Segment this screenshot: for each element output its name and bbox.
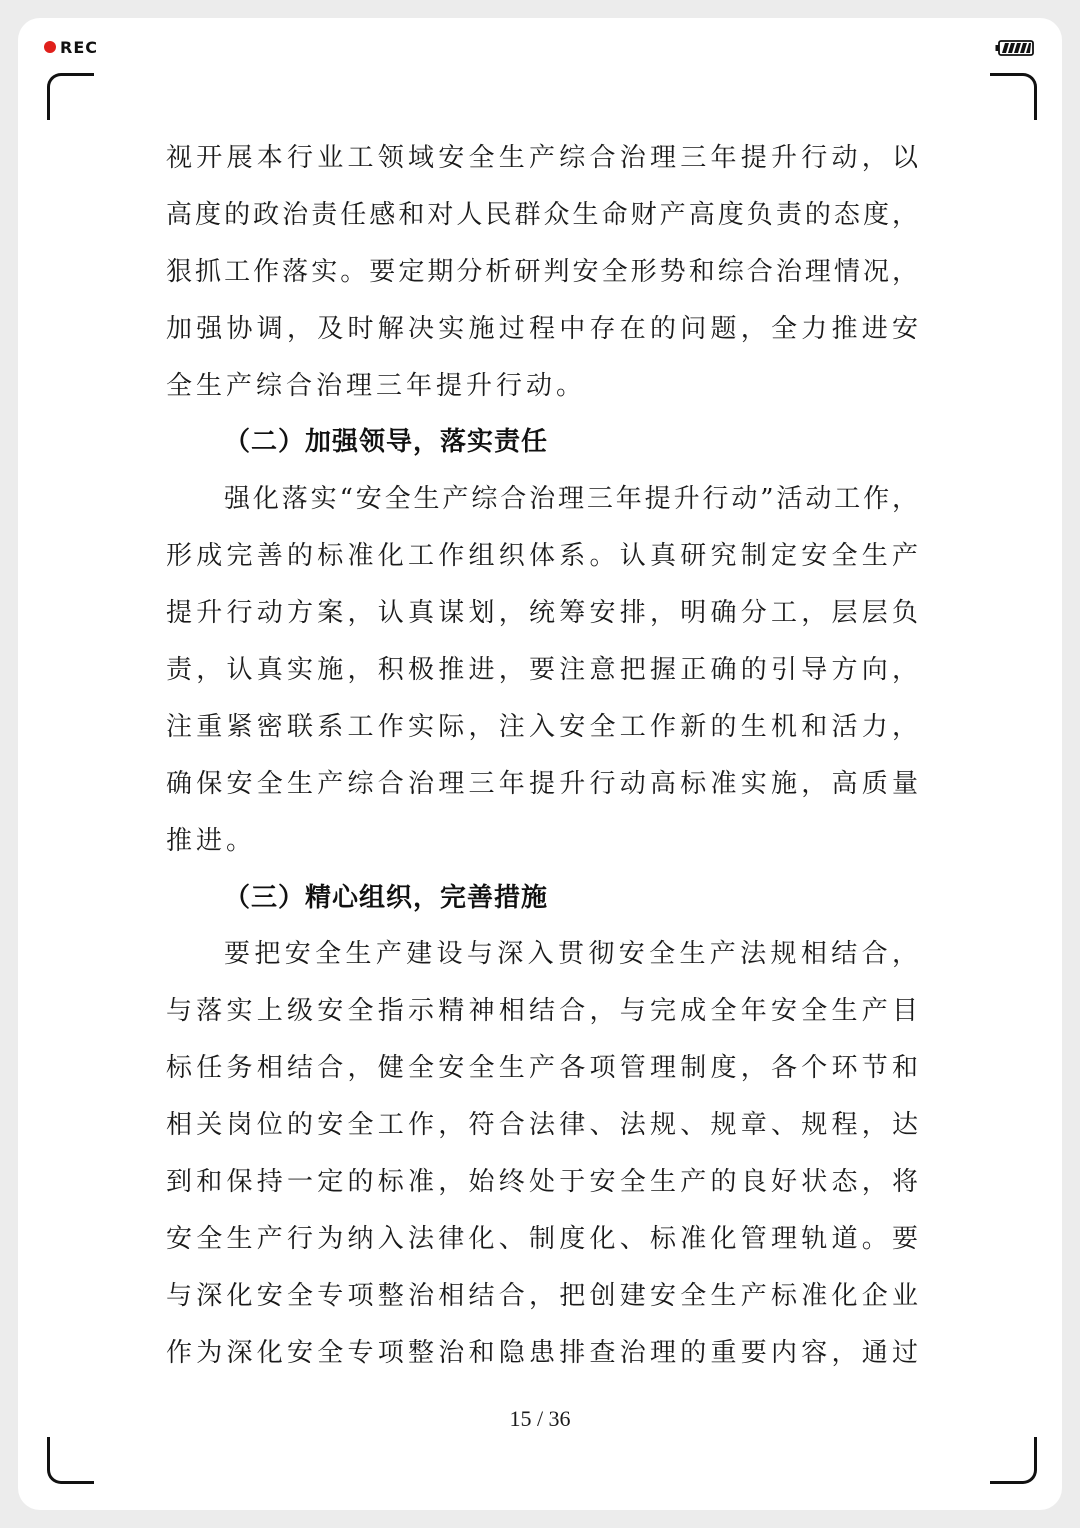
- text-line: 提升行动方案，认真谋划，统筹安排，明确分工，层层负: [166, 598, 918, 629]
- text-line: 相关岗位的安全工作，符合法律、法规、规章、规程，达: [166, 1110, 918, 1141]
- section-heading: （二）加强领导，落实责任: [224, 427, 549, 458]
- text-line: 狠抓工作落实。要定期分析研判安全形势和综合治理情况，: [166, 256, 918, 287]
- document-body: [166, 130, 918, 1382]
- text-line: 加强协调，及时解决实施过程中存在的问题，全力推进安: [166, 313, 918, 344]
- page-indicator: 15 / 36: [509, 1406, 571, 1431]
- text-line: 全生产综合治理三年提升行动。: [166, 370, 587, 401]
- text-line: 高度的政治责任感和对人民群众生命财产高度负责的态度，: [166, 199, 918, 230]
- text-line: 视开展本行业工领域安全生产综合治理三年提升行动，以: [166, 143, 918, 173]
- section-heading: （三）精心组织，完善措施: [224, 882, 549, 913]
- text-line: 形成完善的标准化工作组织体系。认真研究制定安全生产: [166, 541, 918, 572]
- viewfinder-corner-bottom-right: [990, 1437, 1037, 1484]
- recording-indicator: [44, 37, 98, 57]
- record-dot-icon: [44, 41, 56, 53]
- text-line: 标任务相结合，健全安全生产各项管理制度，各个环节和: [166, 1053, 918, 1084]
- text-line: 推进。: [166, 825, 257, 856]
- rec-label: REC: [60, 37, 98, 57]
- text-line: 确保安全生产综合治理三年提升行动高标准实施，高质量: [166, 768, 918, 799]
- viewfinder-corner-bottom-left: [47, 1437, 94, 1484]
- text-line: 注重紧密联系工作实际，注入安全工作新的生机和活力，: [166, 711, 918, 742]
- text-line: 与深化安全专项整治相结合，把创建安全生产标准化企业: [166, 1280, 918, 1311]
- text-line: 要把安全生产建设与深入贯彻安全生产法规相结合，: [224, 939, 918, 970]
- text-line: 作为深化安全专项整治和隐患排查治理的重要内容，通过: [166, 1337, 918, 1368]
- text-line: 责，认真实施，积极推进，要注意把握正确的引导方向，: [166, 655, 918, 686]
- text-line: 强化落实“安全生产综合治理三年提升行动”活动工作，: [224, 484, 918, 515]
- text-line: 与落实上级安全指示精神相结合，与完成全年安全生产目: [166, 996, 918, 1027]
- viewfinder-corner-top-right: [990, 73, 1037, 120]
- viewfinder-corner-top-left: [47, 73, 94, 120]
- battery-full-icon: [995, 40, 1035, 56]
- text-line: 到和保持一定的标准，始终处于安全生产的良好状态，将: [166, 1167, 918, 1198]
- text-line: 安全生产行为纳入法律化、制度化、标准化管理轨道。要: [166, 1223, 918, 1254]
